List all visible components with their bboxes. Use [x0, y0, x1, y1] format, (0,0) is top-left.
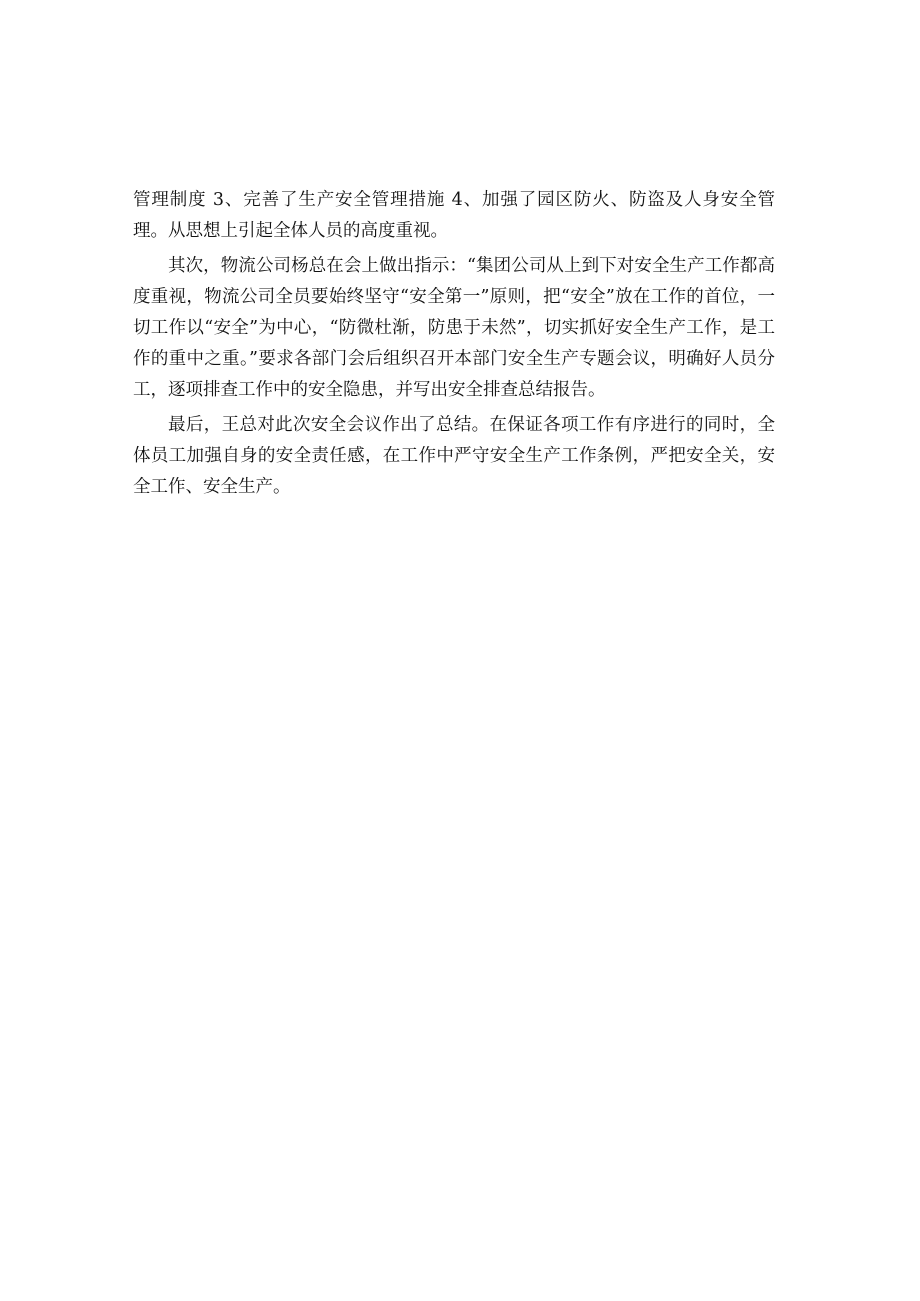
paragraph-summary: 最后，王总对此次安全会议作出了总结。在保证各项工作有序进行的同时，全体员工加强自身的安全责任感，在工作中严守安全生产工作条例，严把安全关，安全工作、安全生产。	[133, 415, 775, 497]
paragraph-instructions: 其次，物流公司杨总在会上做出指示：“集团公司从上到下对安全生产工作都高度重视，物流公司全员要始终坚守“安全第一”原则，把“安全”放在工作的首位，一切工作以“安全”为中心，“防微杜渐，防患于未然”，切实抓好安全生产工作，是工作的重中之重。”要求各部门会后组织召开本部门安全生产专题会议，明确好人员分工，逐项排查工作中的安全隐患，并写出安全排查总结报告。	[133, 256, 775, 400]
paragraph-continuation: 管理制度 3、完善了生产安全管理措施 4、加强了园区防火、防盗及人身安全管理。从思想上引起全体人员的高度重视。	[133, 190, 775, 241]
document-body	[133, 185, 775, 507]
